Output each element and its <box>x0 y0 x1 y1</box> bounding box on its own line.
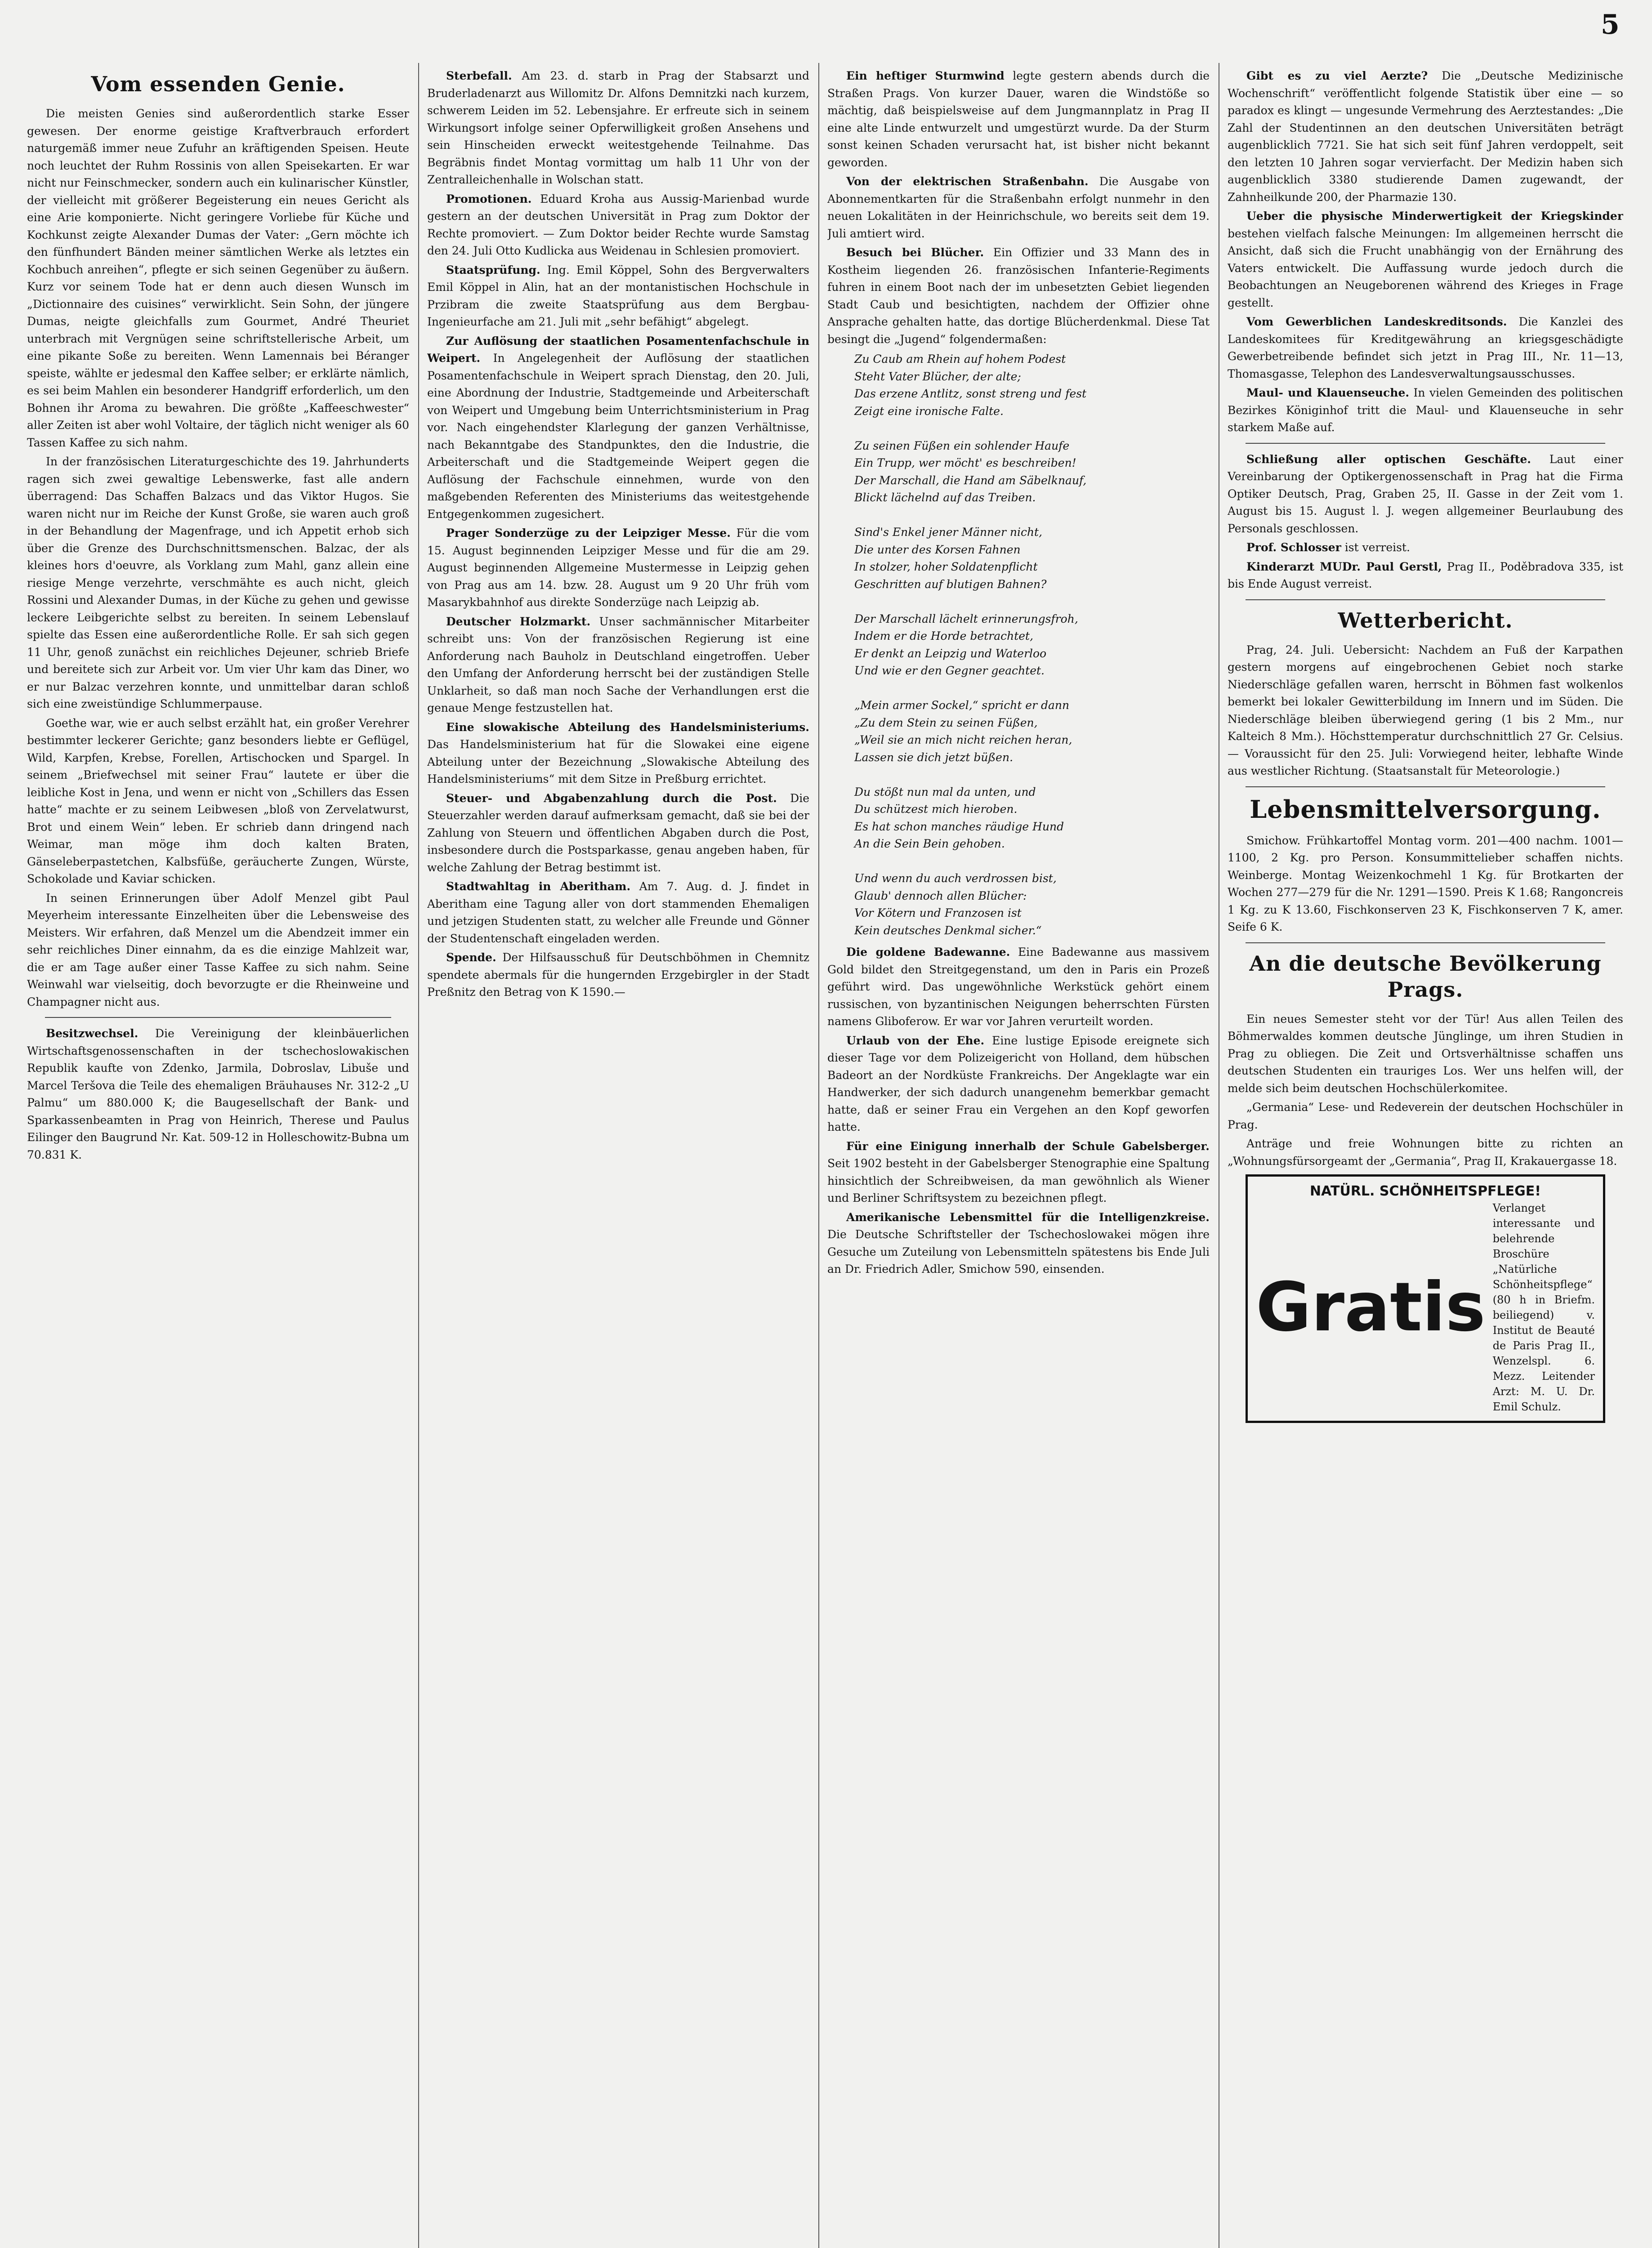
news-item-head: Spende. <box>446 951 496 964</box>
appeal-text: Ein neues Semester steht vor der Tür! Aus allen Teilen des Böhmerwaldes kommen deutsche Jünglinge, um ihren Studien in Prag zu obliegen. Die Zeit und Ortsverhältnisse schaffen uns deutschen Studenten ein trauriges Los. Wer uns helfen will, der melde sich beim deutschen Hochschülerkomitee. <box>1228 1012 1623 1095</box>
poem-line: Glaub' dennoch allen Blücher: <box>854 889 1027 902</box>
poem-line <box>854 507 1210 524</box>
poem-line: Indem er die Horde betrachtet, <box>854 629 1034 642</box>
news-item-head: Gibt es zu viel Aerzte? <box>1246 69 1428 82</box>
news-item-text: Die Steuerzahler werden darauf aufmerksam gemacht, daß sie bei der Zahlung von Steuern und öffentlichen Abgaben durch die Post, insbesondere durch die Postsparkasse, genau angeben haben, für welche Zahlung der Betrag bestimmt ist. <box>427 791 809 874</box>
news-item-head: Prager Sonderzüge zu der Leipziger Messe. <box>446 526 731 540</box>
poem-line: Und wie er den Gegner geachtet. <box>854 664 1045 677</box>
poem-blucher <box>827 351 1210 939</box>
news-item-text: Am 7. Aug. d. J. findet in Aberitham eine Tagung aller von dort stammenden Ehemaligen und jetzigen Studenten statt, zu welcher alle Freunde und Gönner der Studentenschaft eingeladen werden. <box>427 880 809 945</box>
divider <box>1246 443 1605 444</box>
poem-line <box>854 593 1210 611</box>
notice-head: Besitzwechsel. <box>46 1027 138 1040</box>
news-item <box>1228 384 1623 437</box>
news-item-text: Laut einer Vereinbarung der Optikergenossenschaft in Prag hat die Firma Optiker Deutsch, Prag, Graben 25, II. Gasse in der Zeit vom 1. August bis 15. August l. J. wegen allgemeiner Beurlaubung des Personals geschlossen. <box>1228 452 1623 535</box>
poem-line: Steht Vater Blücher, der alte; <box>854 370 1021 383</box>
news-item-text: ist verreist. <box>1344 541 1410 554</box>
news-item <box>1228 313 1623 383</box>
news-item-text: Das Handelsministerium hat für die Slowakei eine eigene Abteilung unter der Bezeichnung „Slowakische Abteilung des Handelsministeriums“ mit dem Sitze in Preßburg errichtet. <box>427 738 809 785</box>
notice-paragraph <box>27 1025 409 1164</box>
news-item-text: Ein Offizier und 33 Mann des in Kostheim liegenden 26. französischen Infanterie-Regiments fuhren in einem Boot nach der im unbesetzten Gebiet liegenden Stadt Caub und besichtigten, nachdem der Offizier ohne Ansprache gehalten hatte, das dortige Blücherdenkmal. Diese Tat besingt die „Jugend“ folgendermaßen: <box>827 246 1210 346</box>
poem-line: Kein deutsches Denkmal sicher.“ <box>854 923 1042 937</box>
column-rule <box>418 63 419 2248</box>
poem-line: Zu Caub am Rhein auf hohem Podest <box>854 352 1066 366</box>
news-item-head: Staatsprüfung. <box>446 263 540 277</box>
poem-line: Zeigt eine ironische Falte. <box>854 404 1004 418</box>
article-title-genie: Vom essenden Genie. <box>91 72 345 96</box>
news-item-head: Vom Gewerblichen Landeskreditsonds. <box>1246 315 1507 328</box>
poem-line: Die unter des Korsen Fahnen <box>854 543 1021 556</box>
news-item <box>427 191 809 260</box>
poem-line: In stolzer, hoher Soldatenpflicht <box>854 560 1038 573</box>
news-item <box>427 949 809 1001</box>
news-item-head: Deutscher Holzmarkt. <box>446 615 591 628</box>
poem-line: Du stößt nun mal da unten, und <box>854 785 1036 798</box>
news-item-head: Ein heftiger Sturmwind <box>846 69 1005 82</box>
advertisement-schoenheitspflege <box>1246 1174 1605 1423</box>
news-item-text: Die „Deutsche Medizinische Wochenschrift“ veröffentlicht folgende Statistik über eine — so paradox es klingt — ungesunde Vermehrung des Aerztestandes: „Die Zahl der Studentinnen an den deutschen Universitäten beträgt augenblicklich 7721. Sie hat sich seit fünf Jahren verdoppelt, seit den letzten 10 Jahren sogar vervierfacht. Der Medizin haben sich augenblicklich 3380 studierende Damen zugewandt, der Zahnheilkunde 200, der Pharmazie 130. <box>1228 69 1623 204</box>
news-item-text: Eine lustige Episode ereignete sich dieser Tage vor dem Polizeigericht von Holland, dem hübschen Badeort an der Nordküste Frankreichs. Der Angeklagte war ein Handwerker, der sich dadurch unangenehm bemerkbar gemacht hatte, daß er seiner Frau ein Vergehen an den Kopf geworfen hatte. <box>827 1034 1210 1133</box>
ad-body: Verlanget interessante und belehrende Broschüre „Natürliche Schönheitspflege“ (80 h in Briefm. beiliegend) v. Institut de Beauté de Paris Prag II., Wenzelspl. 6. Mezz. Leitender Arzt: M. U. Dr. Emil Schulz. <box>1492 1201 1595 1413</box>
poem-line: Lassen sie dich jetzt büßen. <box>854 750 1014 764</box>
food-supply-text: Smichow. Frühkartoffel Montag vorm. 201—400 nachm. 1001—1100, 2 Kg. pro Person. Konsummittelieber schaffen nichts. Weinberge. Montag Weizenkochmehl 1 Kg. für Brotkarten der Wochen 277—279 für die Nr. 1291—1590. Preis K 1.68; Rangoncreis 1 Kg. zu K 13.60, Fischkonserven 23 K, Fischkonserven 7 K, amer. Seife 6 K. <box>1228 834 1623 933</box>
poem-line: Blickt lächelnd auf das Treiben. <box>854 491 1036 504</box>
news-item-head: Amerikanische Lebensmittel für die Intelligenzkreise. <box>846 1210 1210 1224</box>
news-item <box>827 67 1210 171</box>
news-item-text: legte gestern abends durch die Straßen Prags. Von kurzer Dauer, waren die Windstöße so mächtig, daß beispielsweise auf dem Jungmannplatz in Prag II eine alte Linde entwurzelt und umgestürzt wurde. Da der Sturm sonst keinen Schaden verursacht hat, ist bisher nicht bekannt geworden. <box>827 69 1210 169</box>
news-item-head: Stadtwahltag in Aberitham. <box>446 880 631 893</box>
news-item-head: Zur Auflösung der staatlichen Posamentenfachschule in Weipert. <box>427 334 809 365</box>
news-item <box>1228 539 1623 557</box>
ad-headline: NATÜRL. SCHÖNHEITSPFLEGE! <box>1310 1183 1541 1199</box>
column-1 <box>27 67 409 2248</box>
news-item-head: Steuer- und Abgabenzahlung durch die Post. <box>446 791 777 805</box>
news-item-text: Für die vom 15. August beginnenden Leipziger Messe und für die am 29. August beginnenden Allgemeine Mustermesse in Leipzig gehen von Prag aus am 14. bzw. 28. August um 9 20 Uhr früh vom Masarykbahnhof aus direkte Sonderzüge nach Leipzig ab. <box>427 526 809 609</box>
appeal-signature: „Germania“ Lese- und Redeverein der deutschen Hochschüler in Prag. <box>1228 1101 1623 1131</box>
news-item-head: Schließung aller optischen Geschäfte. <box>1246 452 1531 466</box>
page-number: 5 <box>1601 9 1620 40</box>
poem-line <box>854 853 1210 870</box>
weather-text: Prag, 24. Juli. Uebersicht: Nachdem an Fuß der Karpathen gestern morgens auf eingebrochenen Gebiet noch starke Niederschläge gefallen waren, herrscht in Böhmen fast wolkenlos bemerkt bei lokaler Gewitterbildung im Innern und im Süden. Die Niederschläge bleiben überwiegend gering (1 bis 2 Mm., nur Kalteich 8 Mm.). Höchsttemperatur durchschnittlich 27 Gr. Celsius. — Voraussicht für den 25. Juli: Vorwiegend heiter, lebhafte Winde aus westlicher Richtung. (Staatsanstalt für Meteorologie.) <box>1228 643 1623 777</box>
news-item-text: Eine Badewanne aus massivem Gold bildet den Streitgegenstand, um den in Paris ein Prozeß geführt wird. Das ungewöhnliche Werkstück gehört einem russischen, von byzantinischen Neigungen beherrschten Fürsten namens Gliboferow. Er war vor Jahren verurteilt worden. <box>827 946 1210 1028</box>
poem-line <box>854 420 1210 437</box>
article-paragraph: In seinen Erinnerungen über Adolf Menzel gibt Paul Meyerheim interessante Einzelheiten über die Lebensweise des Meisters. Wir erfahren, daß Menzel um die Abendzeit immer ein sehr reichliches Diner einnahm, da es die einzige Mahlzeit war, die er am Tage außer einer Tasse Kaffee zu sich nahm. Seine Weinwahl war vielseitig, doch bevorzugte er die Rheinweine und Champagner nicht aus. <box>27 891 409 1008</box>
poem-line: „Zu dem Stein zu seinen Füßen, <box>854 716 1038 729</box>
news-item-text: bestehen vielfach falsche Meinungen: Im allgemeinen herrscht die Ansicht, daß sich die Frucht unabhängig von der Ernährung des Vaters entwickelt. Die Auffassung wurde jedoch durch die Beobachtungen an Neugeborenen während des Krieges in Frage gestellt. <box>1228 227 1623 309</box>
poem-line: Vor Kötern und Franzosen ist <box>854 906 1022 919</box>
divider <box>1246 942 1605 943</box>
poem-line: An die Sein Bein gehoben. <box>854 837 1005 850</box>
news-item <box>427 790 809 877</box>
divider <box>1246 786 1605 787</box>
poem-line: „Weil sie an mich nicht reichen heran, <box>854 733 1072 746</box>
poem-line: Er denkt an Leipzig und Waterloo <box>854 647 1047 660</box>
news-item-head: Maul- und Klauenseuche. <box>1246 386 1410 399</box>
news-item-text: Prag II., Poděbradova 335, ist bis Ende August verreist. <box>1228 560 1623 590</box>
news-item <box>827 173 1210 242</box>
poem-line <box>854 766 1210 784</box>
news-item-head: Prof. Schlosser <box>1246 541 1341 554</box>
news-item-head: Die goldene Badewanne. <box>846 946 1010 959</box>
news-item-head: Promotionen. <box>446 192 532 205</box>
weather-title: Wetterbericht. <box>1338 608 1513 633</box>
news-item <box>827 1209 1210 1278</box>
ad-gratis-word: Gratis <box>1256 1268 1486 1347</box>
news-item <box>827 244 1210 348</box>
news-item-text: Am 23. d. starb in Prag der Stabsarzt und Bruderladenarzt aus Willomitz Dr. Alfons Demnitzki nach kurzem, schwerem Leiden im 52. Lebensjahre. Er erfreute sich in seinem Wirkungsort infolge seiner Opferwilligkeit großen Ansehens und sein Hinscheiden erweckt weitestgehende Teilnahme. Das Begräbnis findet Montag vormittag um halb 11 Uhr von der Zentralleichenhalle in Wolschan statt. <box>427 69 809 186</box>
poem-line: Sind's Enkel jener Männer nicht, <box>854 526 1043 539</box>
food-supply-title: Lebensmittelversorgung. <box>1250 794 1601 824</box>
poem-line: Geschritten auf blutigen Bahnen? <box>854 577 1047 591</box>
news-item-head: Sterbefall. <box>446 69 512 82</box>
column-3 <box>827 67 1210 2248</box>
poem-line: Es hat schon manches räudige Hund <box>854 820 1064 833</box>
news-item-head: Urlaub von der Ehe. <box>846 1034 985 1047</box>
poem-line: Zu seinen Füßen ein sohlender Haufe <box>854 439 1070 452</box>
news-item <box>427 525 809 611</box>
news-item-head: Eine slowakische Abteilung des Handelsministeriums. <box>446 720 809 734</box>
news-item-text: Ing. Emil Köppel, Sohn des Bergverwalters Emil Köppel in Alin, hat an der montanistischen Hochschule in Przibram die zweite Staatsprüfung aus dem Bergbau-Ingenieurfache am 21. Juli mit „sehr befähigt“ abgelegt. <box>427 263 809 328</box>
poem-line: Und wenn du auch verdrossen bist, <box>854 872 1057 885</box>
article-paragraph: In der französischen Literaturgeschichte des 19. Jahrhunderts ragen sich zwei gewaltige Lebenswerke, fast alle andern überragend: Das Schaffen Balzacs und das Viktor Hugos. Sie waren nicht nur im Reiche der Kunst Große, sie waren auch groß in der Behandlung der Magenfrage, und ich Appetit erhob sich über die Grenze des Durchschnittsmenschen. Balzac, der als kleines hors d'oeuvre, als Vorklang zum Mahl, ganz allein eine riesige Menge verzehrte, verschmähte es auch nicht, gleich Rossini und Alexander Dumas, in der Küche zu gehen und gewisse leckere Leibgerichte selbst zu bereiten. In seinem Lebenslauf spielte das Essen eine außerordentliche Rolle. Er sah sich gegen 11 Uhr, genoß zunächst ein reichliches Dejeuner, schrieb Briefe und bereitete sich zur Arbeit vor. Um vier Uhr kam das Diner, wo er nur Balzac verzehren konnte, und unmittelbar daran schloß sich eine zweistündige Schlummerpause. <box>27 455 409 710</box>
poem-line: Du schützest mich hieroben. <box>854 803 1018 816</box>
news-item-text: Eduard Kroha aus Aussig-Marienbad wurde gestern an der deutschen Universität in Prag zum Doktor der Rechte promoviert. — Zum Doktor beider Rechte wurde Samstag den 24. Juli Otto Kudlicka aus Weidenau in Schlesien promoviert. <box>427 192 809 257</box>
poem-line: „Mein armer Sockel,“ spricht er dann <box>854 699 1070 712</box>
news-item-text: Der Hilfsausschuß für Deutschböhmen in Chemnitz spendete abermals für die hungernden Erzgebirgler in der Stadt Preßnitz den Betrag von K 1590.— <box>427 951 809 999</box>
news-item <box>427 67 809 189</box>
poem-line <box>854 680 1210 697</box>
divider <box>1246 599 1605 600</box>
news-item-text: Seit 1902 besteht in der Gabelsberger Stenographie eine Spaltung hinsichtlich der Schreibweisen, da man gewöhnlich als Wiener und Berliner Schriftsystem zu bezeichnen pflegt. <box>827 1157 1210 1204</box>
news-item <box>427 262 809 331</box>
news-item-head: Von der elektrischen Straßenbahn. <box>846 175 1089 188</box>
column-4 <box>1228 67 1623 2248</box>
poem-line: Das erzene Antlitz, sonst streng und fest <box>854 387 1087 400</box>
poem-line: Der Marschall lächelt erinnerungsfroh, <box>854 612 1078 625</box>
column-rule <box>818 63 819 2248</box>
poem-line: Der Marschall, die Hand am Säbelknauf, <box>854 473 1087 487</box>
news-item <box>827 1032 1210 1136</box>
news-item-text: In vielen Gemeinden des politischen Bezirkes Königinhof tritt die Maul- und Klauenseuche in sehr starkem Maße auf. <box>1228 386 1623 434</box>
news-item <box>827 944 1210 1030</box>
news-item-text: In Angelegenheit der Auflösung der staatlichen Posamentenfachschule in Weipert sprach Dienstag, den 20. Juli, eine Abordnung der Industrie, Stadtgemeinde und Arbeiterschaft von Weipert und Umgebung beim Unterrichtsministerium in Prag vor. Nach eingehendster Klarlegung der ganzen Verhältnisse, nach Bekanntgabe des Standpunktes, den die Industrie, die Arbeiterschaft und die Stadtgemeinde Weipert gegen die Auflösung der Fachschule einnehmen, wurde von den maßgebenden Referenten des Ministeriums das weitestgehende Entgegenkommen zugesichert. <box>427 352 809 521</box>
news-item-text: Die Kanzlei des Landeskomitees für Kreditgewährung an kriegsgeschädigte Gewerbetreibende befindet sich jetzt in Prag III., Nr. 11—13, Thomasgasse, Telephon des Landesverwaltungsausschusses. <box>1228 315 1623 380</box>
news-item <box>427 333 809 523</box>
article-paragraph: Goethe war, wie er auch selbst erzählt hat, ein großer Verehrer bestimmter leckerer Gerichte; ganz besonders liebte er Geflügel, Wild, Karpfen, Krebse, Forellen, Artischocken und Spargel. In seinem „Briefwechsel mit seiner Frau“ lautete er über die leibliche Kost in Jena, und wenn er nicht von „Schillers das Essen hatte“ machte er zu seinem Leibwesen „bloß von Zervelatwurst, Brot und einem Wein“ leben. Er schrieb dann dringend nach Weimar, man möge ihm doch kalten Braten, Gänseleberpastetchen, Kalbsfüße, geräucherte Zungen, Würste, Schokolade und Kaviar schicken. <box>27 716 409 885</box>
news-item <box>1228 558 1623 593</box>
news-item-text: Die Deutsche Schriftsteller der Tschechoslowakei mögen ihre Gesuche um Zuteilung von Lebensmitteln spätestens bis Ende Juli an Dr. Friedrich Adler, Smichow 590, einsenden. <box>827 1228 1210 1276</box>
poem-line: Ein Trupp, wer möcht' es beschreiben! <box>854 456 1076 469</box>
news-item <box>427 613 809 717</box>
news-item <box>1228 208 1623 312</box>
news-item <box>827 1138 1210 1207</box>
news-item-head: Für eine Einigung innerhalb der Schule Gabelsberger. <box>846 1139 1210 1153</box>
appeal-title: An die deutsche Bevölkerung Prags. <box>1249 951 1602 1002</box>
news-item-head: Kinderarzt MUDr. Paul Gerstl, <box>1246 560 1442 573</box>
appeal-note: Anträge und freie Wohnungen bitte zu richten an „Wohnungsfürsorgeamt der „Germania“, Prag II, Krakauergasse 18. <box>1228 1137 1623 1168</box>
news-item <box>427 878 809 947</box>
divider <box>45 1017 391 1018</box>
news-item-text: Die Ausgabe von Abonnementkarten für die Straßenbahn erfolgt nunmehr in den neuen Lokalitäten in der Heinrichschule, wo bereits seit dem 19. Juli amtiert wird. <box>827 175 1210 240</box>
news-item-text: Unser sachmännischer Mitarbeiter schreibt uns: Von der französischen Regierung ist eine Anforderung nach Bauholz in Deutschland eingetroffen. Ueber den Umfang der Anforderung herrscht bei der zuständigen Stelle Unklarheit, so daß man noch Sache der Verhandlungen erst die genaue Menge festzustellen hat. <box>427 615 809 714</box>
news-item-head: Besuch bei Blücher. <box>846 246 984 259</box>
news-item <box>1228 451 1623 538</box>
news-item-head: Ueber die physische Minderwertigkeit der Kriegskinder <box>1246 210 1623 223</box>
column-2 <box>427 67 809 2248</box>
notice-text: Die Vereinigung der kleinbäuerlichen Wirtschaftsgenossenschaften in der tschechoslowakischen Republik kaufte von Zdenko, Jarmila, Dobroslav, Libuše und Marcel Teršova die Teile des ehemaligen Bräuhauses Nr. 312-2 „U Palmu“ um 880.000 K; die Baugesellschaft der Bank- und Sparkassenbeamten in Prag von Heinrich, Therese und Paulus Eilinger den Baugrund Nr. Kat. 509-12 in Holleschowitz-Bubna um 70.831 K. <box>27 1027 409 1161</box>
news-item <box>1228 67 1623 206</box>
article-paragraph: Die meisten Genies sind außerordentlich starke Esser gewesen. Der enorme geistige Kraftverbrauch erfordert naturgemäß immer neue Zufuhr an kräftigenden Speisen. Heute noch leuchtet der Ruhm Rossinis von allen Speisekarten. Er war nicht nur Feinschmecker, sondern auch ein kulinarischer Künstler, der vielleicht mit größerer Begeisterung ein neues Gericht als eine Arie komponierte. Nicht geringere Vorliebe für Küche und Kochkunst zeigte Alexander Dumas der Vater: „Gern möchte ich den fünfhundert Bänden meiner sämtlichen Werke als letztes ein Kochbuch anreihen“, pflegte er sich seinen Gegenüber zu äußern. Kurz vor seinem Tode hat er denn auch diesen Wunsch im „Dictionnaire des cuisines“ verwirklicht. Sein Sohn, der jüngere Dumas, neigte gleichfalls zum Gourmet, André Theuriet unterbrach mit Vergnügen seine schriftstellerische Arbeit, um eine pikante Soße zu bereiten. Wenn Lamennais bei Béranger speiste, wählte er jedesmal den Kaffee selber; er erklärte nämlich, es sei beim Mahlen ein besonderer Handgriff erforderlich, um den Bohnen ihr Aroma zu bewahren. Die größte „Kaffeeschwester“ aller Zeiten ist aber wohl Voltaire, der täglich nicht weniger als 60 Tassen Kaffee zu sich nahm. <box>27 107 409 449</box>
news-item <box>427 719 809 788</box>
